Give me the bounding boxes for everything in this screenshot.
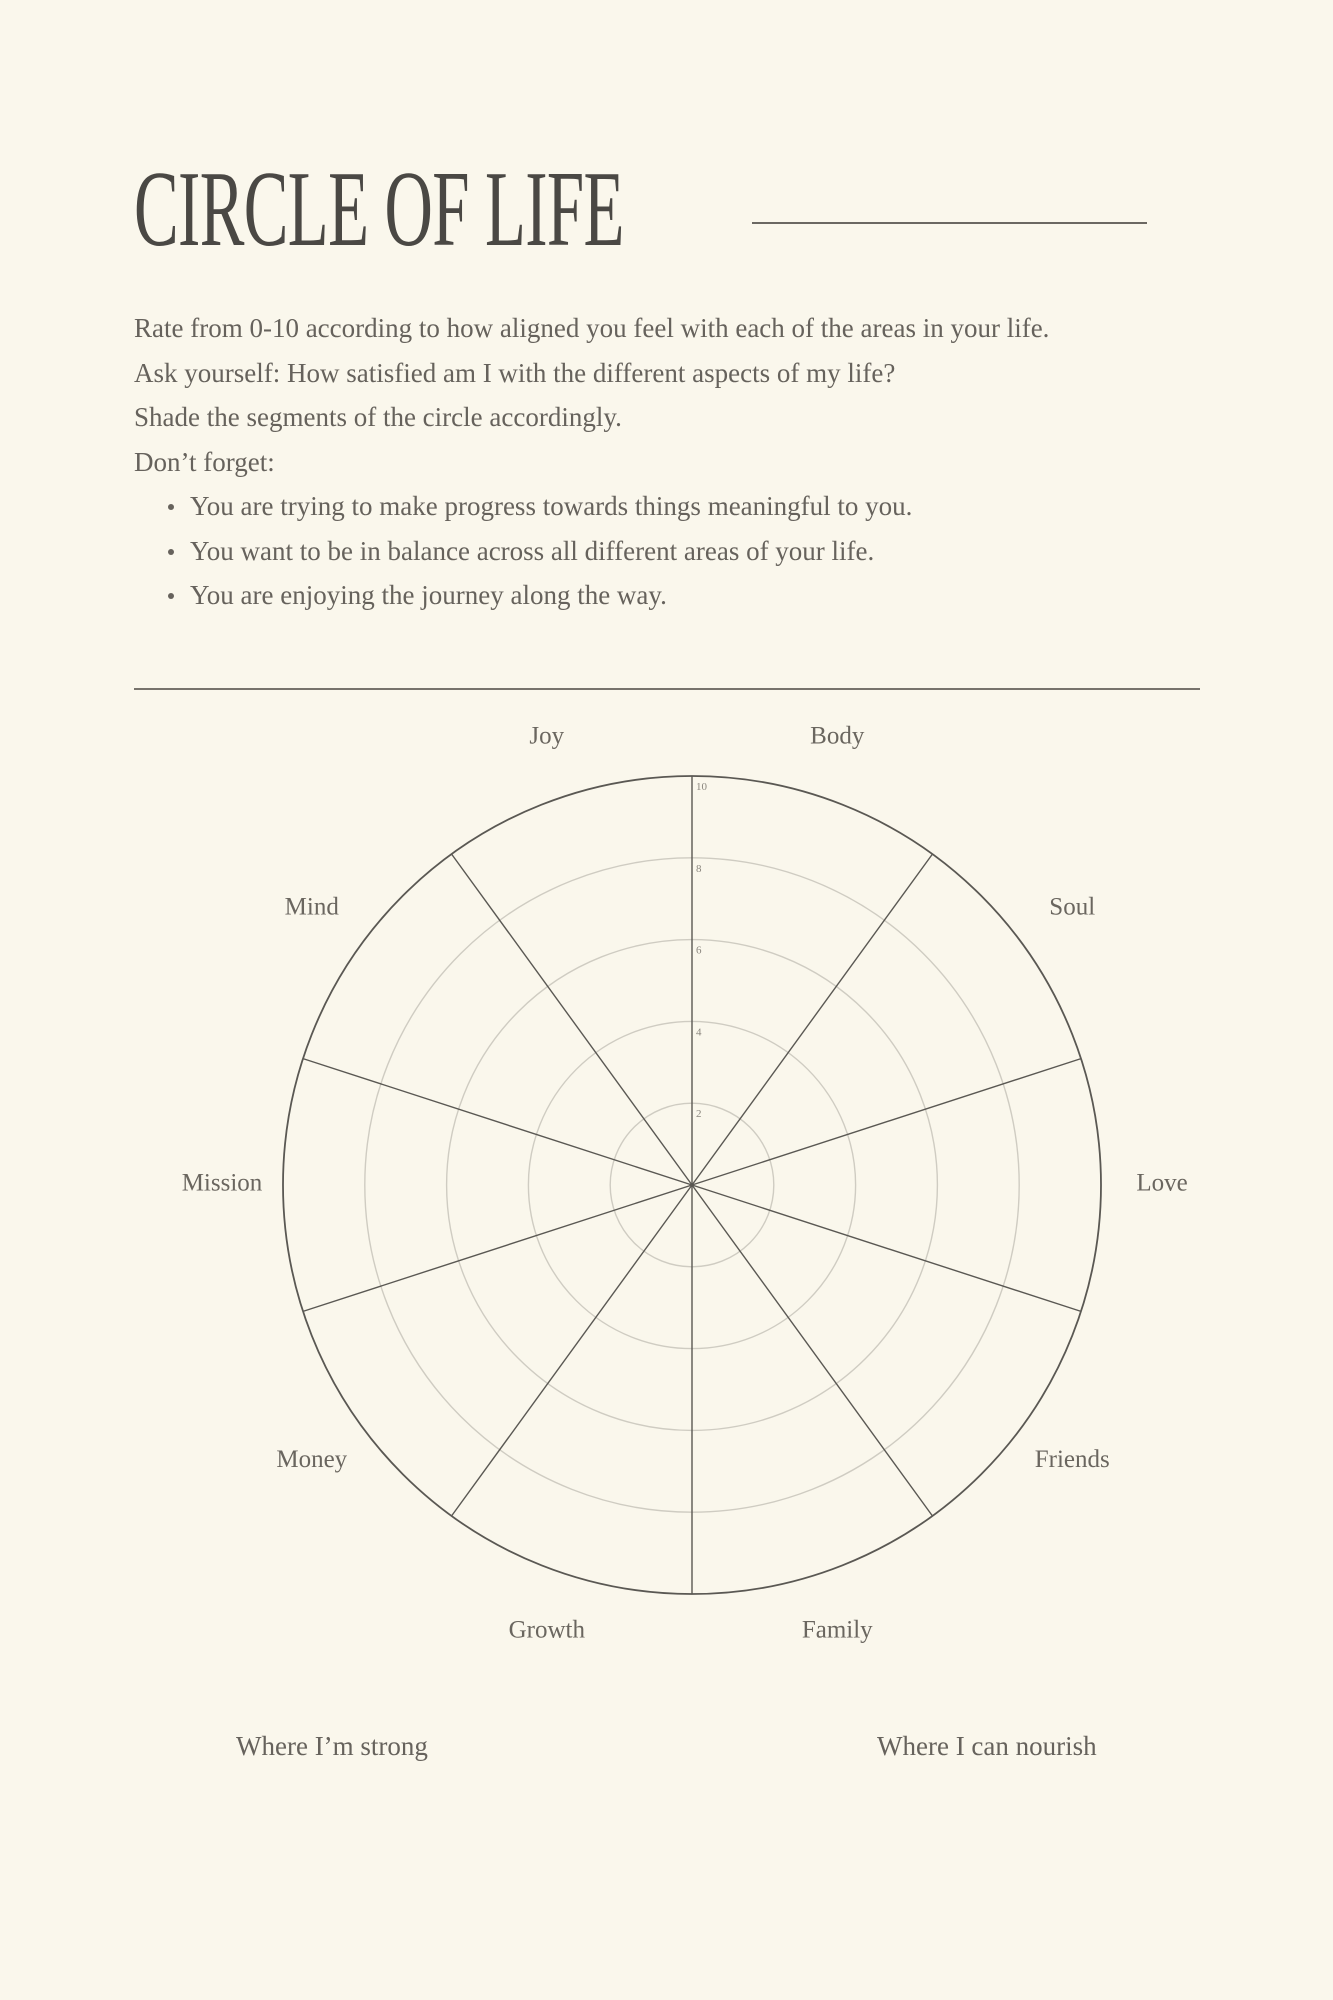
- segment-label-joy: Joy: [529, 722, 565, 750]
- segment-divider: [692, 1185, 932, 1516]
- where-strong-label: Where I’m strong: [236, 1731, 428, 1761]
- score-label: 10: [696, 781, 707, 793]
- reminder-item: You want to be in balance across all different areas of your life.: [190, 529, 1214, 574]
- segment-label-mission: Mission: [181, 1169, 263, 1197]
- reminder-list: [134, 484, 1214, 618]
- score-label: 8: [696, 862, 702, 875]
- segment-label-soul: Soul: [1049, 893, 1096, 921]
- segment-label-growth: Growth: [508, 1616, 585, 1644]
- segment-label-money: Money: [276, 1445, 348, 1473]
- reminder-item: You are enjoying the journey along the way.: [190, 573, 1214, 618]
- segment-divider: [692, 854, 932, 1185]
- section-divider: [134, 688, 1200, 690]
- segment-divider: [303, 1185, 692, 1311]
- title-row: [134, 140, 1214, 280]
- instruction-line: Shade the segments of the circle accordingly.: [134, 402, 622, 432]
- page-title: CIRCLE OF LIFE: [134, 150, 624, 269]
- segment-label-family: Family: [801, 1616, 873, 1644]
- segment-divider: [452, 1185, 692, 1516]
- segment-label-friends: Friends: [1034, 1445, 1110, 1473]
- segment-label-mind: Mind: [284, 893, 339, 921]
- instructions: [134, 306, 1214, 618]
- instruction-line: Ask yourself: How satisfied am I with the different aspects of my life?: [134, 357, 896, 388]
- segment-divider: [692, 1059, 1081, 1185]
- reminder-item: You are trying to make progress towards things meaningful to you.: [190, 484, 1214, 529]
- segment-divider: [303, 1059, 692, 1185]
- segment-divider: [452, 854, 692, 1185]
- score-label: 2: [696, 1108, 702, 1121]
- instruction-line: Rate from 0-10 according to how aligned you feel with each of the areas in your life.: [134, 313, 1050, 343]
- score-label: 4: [696, 1026, 702, 1039]
- where-nourish-label: Where I can nourish: [877, 1731, 1097, 1761]
- segment-label-love: Love: [1136, 1169, 1188, 1197]
- score-label: 6: [696, 944, 702, 957]
- title-rule: [752, 222, 1147, 224]
- segment-label-body: Body: [810, 722, 865, 750]
- segment-divider: [692, 1185, 1081, 1311]
- instruction-line: Don’t forget:: [134, 446, 275, 477]
- life-wheel[interactable]: [0, 700, 1333, 1660]
